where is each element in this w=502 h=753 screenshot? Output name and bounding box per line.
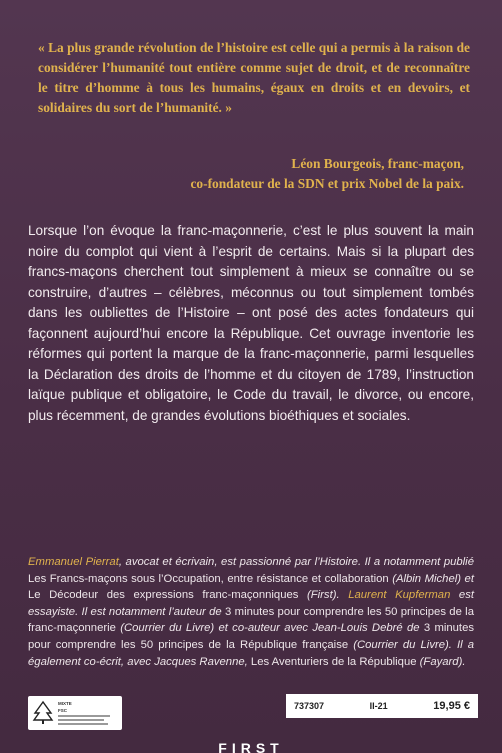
fsc-tree-icon: [32, 700, 54, 726]
book-title-4: 3 minutes pour comprendre les 50 principes de la République française: [28, 622, 474, 651]
price-barcode-strip: [286, 694, 478, 718]
book-title-5: Les Aventuriers de la République: [250, 655, 417, 668]
fsc-brand-label: FSC: [58, 708, 67, 713]
fsc-text-block: [58, 701, 110, 725]
publisher-5: (Fayard).: [416, 655, 466, 668]
barcode-ref: II-21: [369, 701, 388, 711]
attribution-line-1: Léon Bourgeois, franc-maçon,: [291, 156, 464, 171]
fsc-badge: [28, 696, 122, 730]
publisher-3: (Courrier du Livre) et co-auteur avec Jean-Louis Debré de: [115, 622, 424, 635]
barcode-number: 737307: [294, 701, 325, 711]
publisher-1: (Albin Michel) et: [388, 572, 474, 585]
blurb-text: Lorsque l’on évoque la franc-maçonnerie, c’est le plus souvent la main noire du complot qui vient à l’esprit de certains. Mais si la plupart des francs-maçons cherchent tout simplement à mieux se connaître ou se construire, d’autres – célèbres, méconnus ou tout simplement tombés dans les oubliettes de l’Histoire – ont posé des actes fondateurs qui façonnent aujourd’hui encore la République. Cet ouvrage inventorie les réformes qui portent la marque de la franc-maçonnerie, parmi lesquelles la Déclaration des droits de l’homme et du citoyen de 1789, l’instruction laïque publique et obligatoire, le Code du travail, le divorce, ou encore, plus récemment, de grandes évolutions bioéthiques et sociales.: [28, 223, 474, 423]
fsc-mixte-label: MIXTE: [58, 701, 72, 706]
attribution-line-2: co-fondateur de la SDN et prix Nobel de la paix.: [190, 176, 464, 191]
book-title-3: 3 minutes pour comprendre les 50 principes de la franc-maçonnerie: [28, 605, 474, 635]
epigraph-quote: « La plus grande révolution de l’histoire est celle qui a permis à la raison de considérer l’humanité tout entière comme sujet de droit, et de reconnaître le titre d’homme à tous les humains, égaux en droits et en devoirs, et solidaires du sort de l’humanité. »: [38, 40, 470, 115]
publisher-2: (First).: [298, 589, 349, 602]
author-bio: [28, 554, 474, 670]
quote-attribution: [24, 154, 464, 194]
cover-footer: [0, 690, 502, 753]
publisher-logo: FIRST: [218, 740, 284, 753]
author-name-1: Emmanuel Pierrat: [28, 556, 119, 568]
author-desc-2: est essayiste. Il est notamment l’auteur de: [28, 589, 475, 618]
author-name-2: Laurent Kupferman: [348, 589, 451, 602]
author-desc-1: , avocat et écrivain, est passionné par l’Histoire. Il a notamment publié: [118, 556, 474, 568]
book-title-2: Le Décodeur des expressions franc-maçonniques: [28, 589, 299, 602]
publisher-4: (Courrier du Livre). Il a également co-écrit, avec Jacques Ravenne,: [28, 638, 475, 668]
price-label: 19,95 €: [433, 700, 470, 712]
book-title-1: Les Francs-maçons sous l’Occupation, entre résistance et collaboration: [28, 572, 389, 585]
